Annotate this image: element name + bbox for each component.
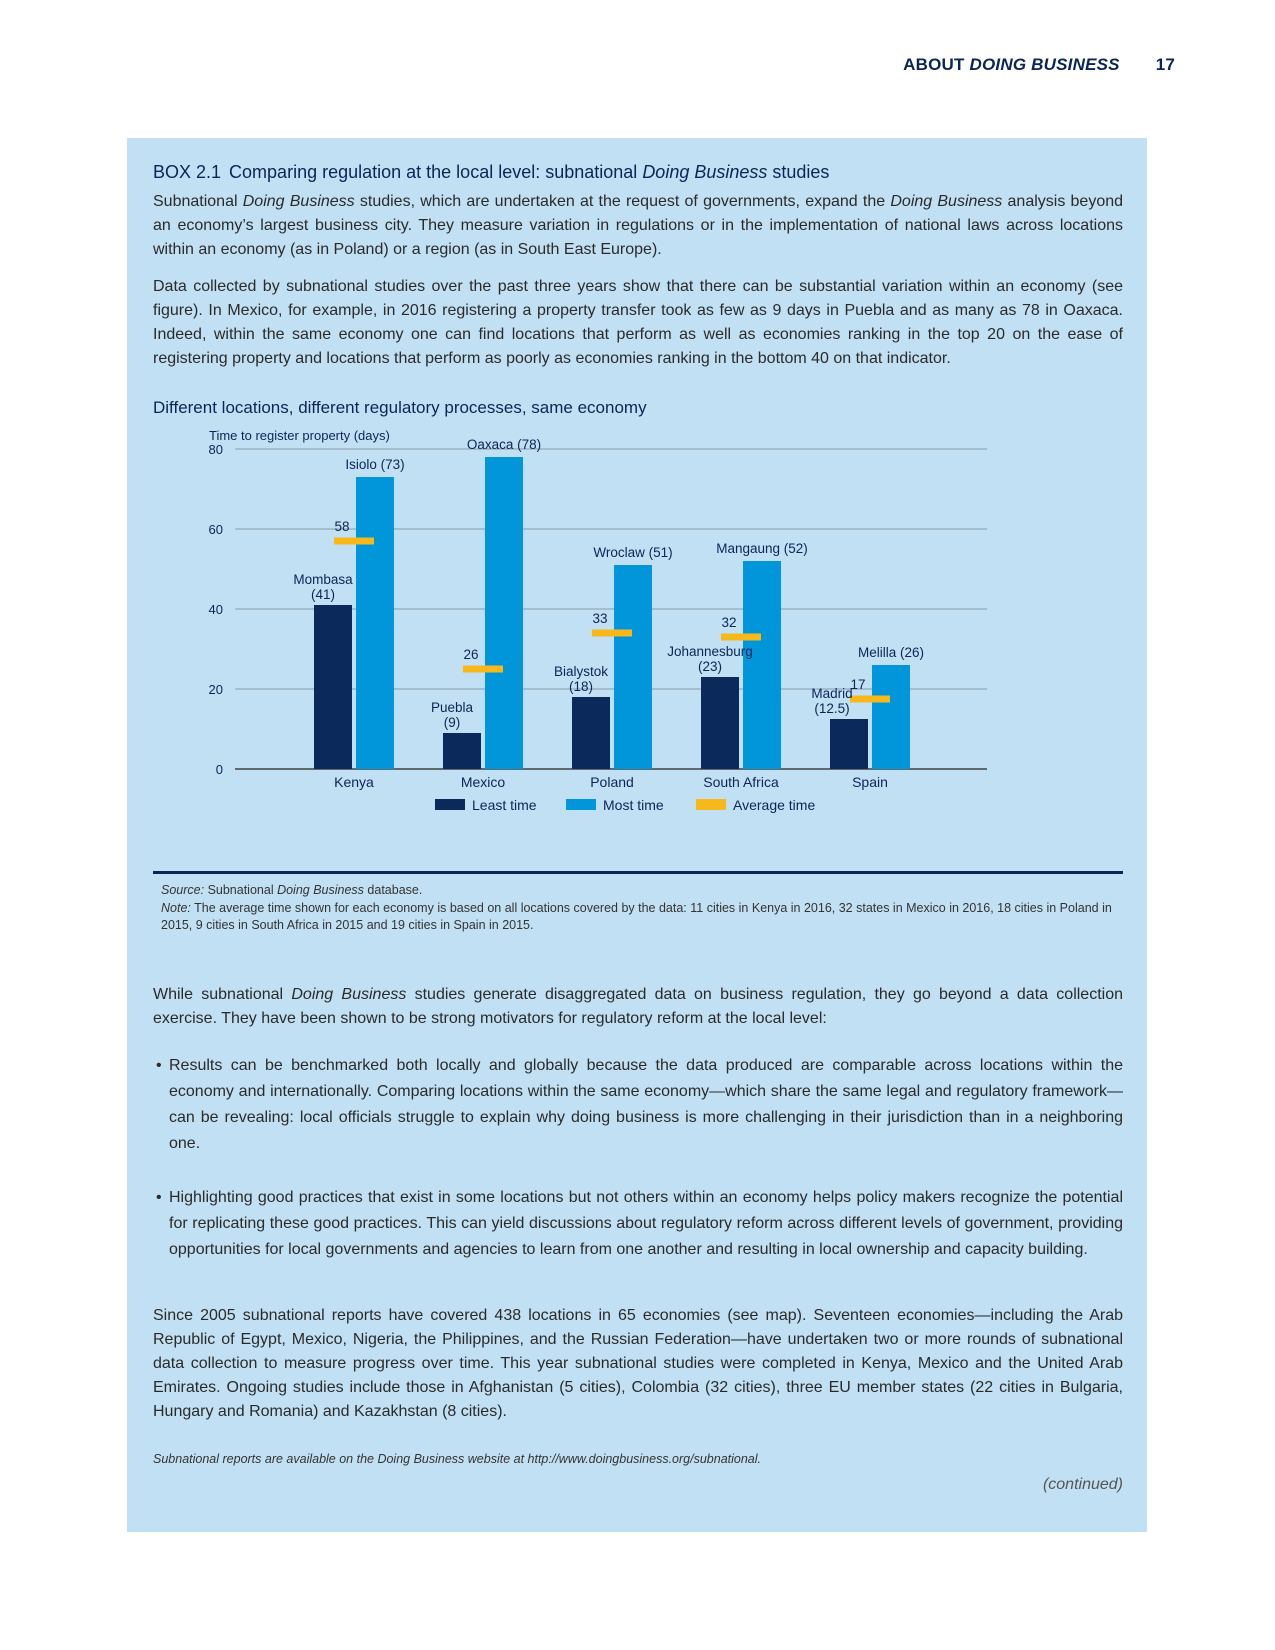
legend-swatch	[696, 799, 726, 810]
paragraph-coverage: Since 2005 subnational reports have covered 438 locations in 65 economies (see map). Seventeen economies—including the Arab Republic of Egypt, Mexico, Nigeria, the Philippines, and the Russian Federation—have undertaken two or more rounds of subnational data collection to measure progress over time. This year subnational studies were completed in Kenya, Mexico and the United Arab Emirates. Ongoing studies include those in Afghanistan (5 cities), Colombia (32 cities), three EU member states (22 cities in Bulgaria, Hungary and Romania) and Kazakhstan (8 cities).	[153, 1307, 1123, 1420]
most-time-label: Melilla (26)	[857, 645, 925, 660]
x-category-label: Spain	[852, 774, 888, 790]
least-time-label: Mombasa	[293, 572, 353, 587]
x-category-label: South Africa	[703, 774, 779, 790]
least-time-bar	[314, 605, 352, 769]
legend-label: Average time	[733, 797, 816, 813]
legend-swatch	[435, 799, 465, 810]
running-header	[903, 55, 1175, 75]
bullet-item: • Results can be benchmarked both locally and globally because the data produced are comparable across locations within the economy and internationally. Comparing locations within the same economy—which share the same legal and regulatory framework—can be revealing: local officials struggle to explain why doing business is more challenging in their jurisdiction than in a neighboring one.	[153, 1053, 1123, 1157]
most-time-label: Oaxaca (78)	[466, 437, 542, 452]
least-time-label: Bialystok	[553, 664, 609, 679]
average-time-marker	[592, 630, 632, 637]
least-time-bar	[443, 733, 481, 769]
figure-rule	[153, 871, 1123, 874]
least-time-label: Puebla	[430, 700, 474, 715]
y-tick-label: 80	[208, 442, 223, 457]
most-time-label: Wroclaw (51)	[593, 545, 673, 560]
least-time-bar	[701, 677, 739, 769]
availability-note: Subnational reports are available on the Doing Business website at http://www.doingbusiness.org/subnational.	[153, 1452, 762, 1466]
average-time-marker	[721, 634, 761, 641]
least-time-label: (41)	[310, 587, 336, 602]
most-time-bar	[743, 561, 781, 769]
figure-title: Different locations, different regulatory processes, same economy	[153, 398, 647, 417]
most-time-bar	[872, 665, 910, 769]
most-time-label: Isiolo (73)	[345, 457, 405, 472]
bullet-item: • Highlighting good practices that exist in some locations but not others within an economy helps policy makers recognize the potential for replicating these good practices. This can yield discussions about regulatory reform across different levels of government, providing opportunities for local governments and agencies to learn from one another and resulting in local ownership and capacity building.	[153, 1185, 1123, 1263]
least-time-bar	[572, 697, 610, 769]
average-time-label: 26	[463, 647, 479, 662]
y-axis-label: Time to register property (days)	[209, 430, 390, 443]
box-2-1	[127, 138, 1147, 1532]
bullet-dot: •	[156, 1189, 162, 1206]
x-category-label: Poland	[590, 774, 634, 790]
bar-chart	[153, 430, 1123, 860]
paragraph-data: Data collected by subnational studies over the past three years show that there can be substantial variation within an economy (see figure). In Mexico, for example, in 2016 registering a property transfer took as few as 9 days in Puebla and as many as 78 in Oaxaca. Indeed, within the same economy one can find locations that perform as well as economies ranking in the top 20 on the ease of registering property and locations that perform as poorly as economies ranking in the bottom 40 on that indicator.	[153, 278, 1123, 367]
least-time-label: (23)	[697, 659, 723, 674]
figure-note: Note: The average time shown for each economy is based on all locations covered by the data: 11 cities in Kenya in 2016, 32 states in Mexico in 2016, 18 cities in Poland in 2015, 9 cities in South Africa in 2015 and 19 cities in Spain in 2015.	[161, 901, 1112, 932]
legend-label: Most time	[603, 797, 664, 813]
paragraph-motivators: While subnational Doing Business studies generate disaggregated data on business regulation, they go beyond a data collection exercise. They have been shown to be strong motivators for regulatory reform at the local level:	[153, 986, 1123, 1027]
y-tick-label: 0	[215, 762, 223, 777]
y-tick-label: 60	[208, 522, 223, 537]
least-time-bar	[830, 719, 868, 769]
section-name: ABOUT DOING BUSINESS	[903, 55, 1120, 74]
box-label: BOX 2.1	[153, 162, 222, 182]
least-time-label: (12.5)	[814, 701, 850, 716]
x-category-label: Kenya	[334, 774, 374, 790]
legend-swatch	[566, 799, 596, 810]
y-tick-label: 40	[208, 602, 223, 617]
most-time-label: Mangaung (52)	[716, 541, 808, 556]
least-time-label: Madrid	[811, 686, 853, 701]
bullet-dot: •	[156, 1057, 162, 1074]
box-title: BOX 2.1 Comparing regulation at the local level: subnational Doing Business studies	[153, 162, 830, 182]
paragraph-intro: Subnational Doing Business studies, which are undertaken at the request of governments, expand the Doing Business analysis beyond an economy’s largest business city. They measure variation in regulations or in the implementation of national laws across locations within an economy (as in Poland) or a region (as in South East Europe).	[153, 193, 1124, 258]
x-category-label: Mexico	[460, 774, 506, 790]
page-number: 17	[1155, 55, 1175, 74]
most-time-bar	[614, 565, 652, 769]
figure-source: Source: Subnational Doing Business database.	[161, 883, 423, 897]
continued-label: (continued)	[1042, 1476, 1123, 1493]
least-time-label: (18)	[568, 679, 594, 694]
average-time-marker	[463, 666, 503, 673]
average-time-label: 58	[334, 519, 350, 534]
most-time-bar	[485, 457, 523, 769]
least-time-label: Johannesburg	[667, 644, 753, 659]
average-time-marker	[334, 538, 374, 545]
average-time-marker	[850, 696, 890, 703]
average-time-label: 32	[721, 615, 737, 630]
y-tick-label: 20	[208, 682, 223, 697]
legend-label: Least time	[472, 797, 537, 813]
average-time-label: 33	[592, 611, 608, 626]
most-time-bar	[356, 477, 394, 769]
average-time-label: 17	[850, 677, 866, 692]
least-time-label: (9)	[443, 715, 461, 730]
